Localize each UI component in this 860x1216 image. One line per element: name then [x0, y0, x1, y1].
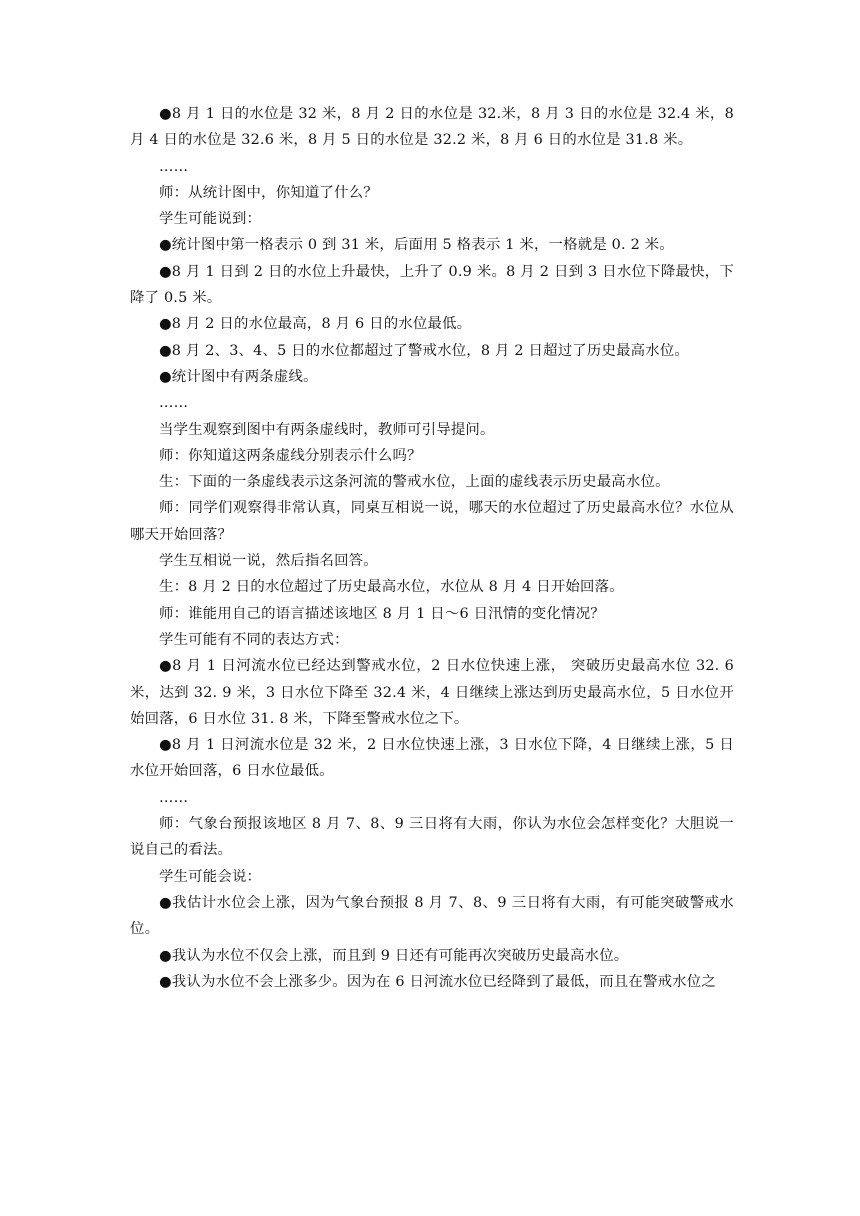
- paragraph: 师：从统计图中，你知道了什么？: [159, 184, 378, 201]
- ellipsis-line: ……: [159, 789, 189, 806]
- paragraph: 师：你知道这两条虚线分别表示什么吗？: [159, 447, 422, 464]
- paragraph: ●我估计水位会上涨，因为气象台预报 8 月 7、8、9 三日将有大雨，有可能突破警戒水位。: [130, 894, 734, 938]
- paragraph: ●统计图中有两条虚线。: [159, 368, 318, 385]
- paragraph: ●我认为水位不会上涨多少。因为在 6 日河流水位已经降到了最低，而且在警戒水位之: [159, 973, 716, 990]
- paragraph: 当学生观察到图中有两条虚线时，教师可引导提问。: [159, 421, 495, 438]
- ellipsis-line: ……: [159, 395, 189, 412]
- paragraph: 生：下面的一条虚线表示这条河流的警戒水位，上面的虚线表示历史最高水位。: [159, 474, 670, 491]
- paragraph: ●8 月 1 日的水位是 32 米，8 月 2 日的水位是 32.米，8 月 3 日的水位是 32.4 米，8 月 4 日的水位是 32.6 米，8 月 5 日的水位是 32.2 米，8 月 6 日的水位是 31.8 米。: [130, 106, 734, 149]
- paragraph: ●我认为水位不仅会上涨，而且到 9 日还有可能再次突破历史最高水位。: [159, 947, 629, 964]
- paragraph: 师：谁能用自己的语言描述该地区 8 月 1 日～6 日汛情的变化情况？: [159, 605, 605, 622]
- paragraph: ●8 月 1 日河流水位是 32 米，2 日水位快速上涨，3 日水位下降，4 日继续上涨，5 日水位开始回落，6 日水位最低。: [130, 737, 734, 780]
- paragraph: 师：同学们观察得非常认真，同桌互相说一说，哪天的水位超过了历史最高水位？水位从哪天开始回落？: [130, 500, 734, 543]
- paragraph: 生：8 月 2 日的水位超过了历史最高水位，水位从 8 月 4 日开始回落。: [159, 579, 624, 596]
- ellipsis-line: ……: [159, 158, 189, 175]
- paragraph: 学生可能有不同的表达方式：: [159, 631, 349, 648]
- document-body: [130, 101, 734, 995]
- paragraph: ●8 月 1 日到 2 日的水位上升最快，上升了 0.9 米。8 月 2 日到 3 日水位下降最快，下降了 0.5 米。: [130, 263, 734, 307]
- paragraph: ●8 月 1 日河流水位已经达到警戒水位，2 日水位快速上涨， 突破历史最高水位 32. 6 米，达到 32. 9 米，3 日水位下降至 32.4 米，4 日继续上涨达到历史最高水位，5 日水位开始回落，6 日水位 31. 8 米，下降至警戒水位之下。: [130, 658, 734, 727]
- paragraph: ●8 月 2 日的水位最高，8 月 6 日的水位最低。: [159, 316, 472, 333]
- paragraph: 学生可能会说：: [159, 868, 262, 885]
- paragraph: 学生互相说一说，然后指名回答。: [159, 553, 378, 570]
- paragraph: ●8 月 2、3、4、5 日的水位都超过了警戒水位，8 月 2 日超过了历史最高水位。: [159, 342, 690, 359]
- paragraph: 学生可能说到：: [159, 211, 262, 228]
- paragraph: ●统计图中第一格表示 0 到 31 米，后面用 5 格表示 1 米，一格就是 0. 2 米。: [159, 237, 674, 254]
- paragraph: 师：气象台预报该地区 8 月 7、8、9 三日将有大雨，你认为水位会怎样变化？大胆说一说自己的看法。: [130, 816, 734, 859]
